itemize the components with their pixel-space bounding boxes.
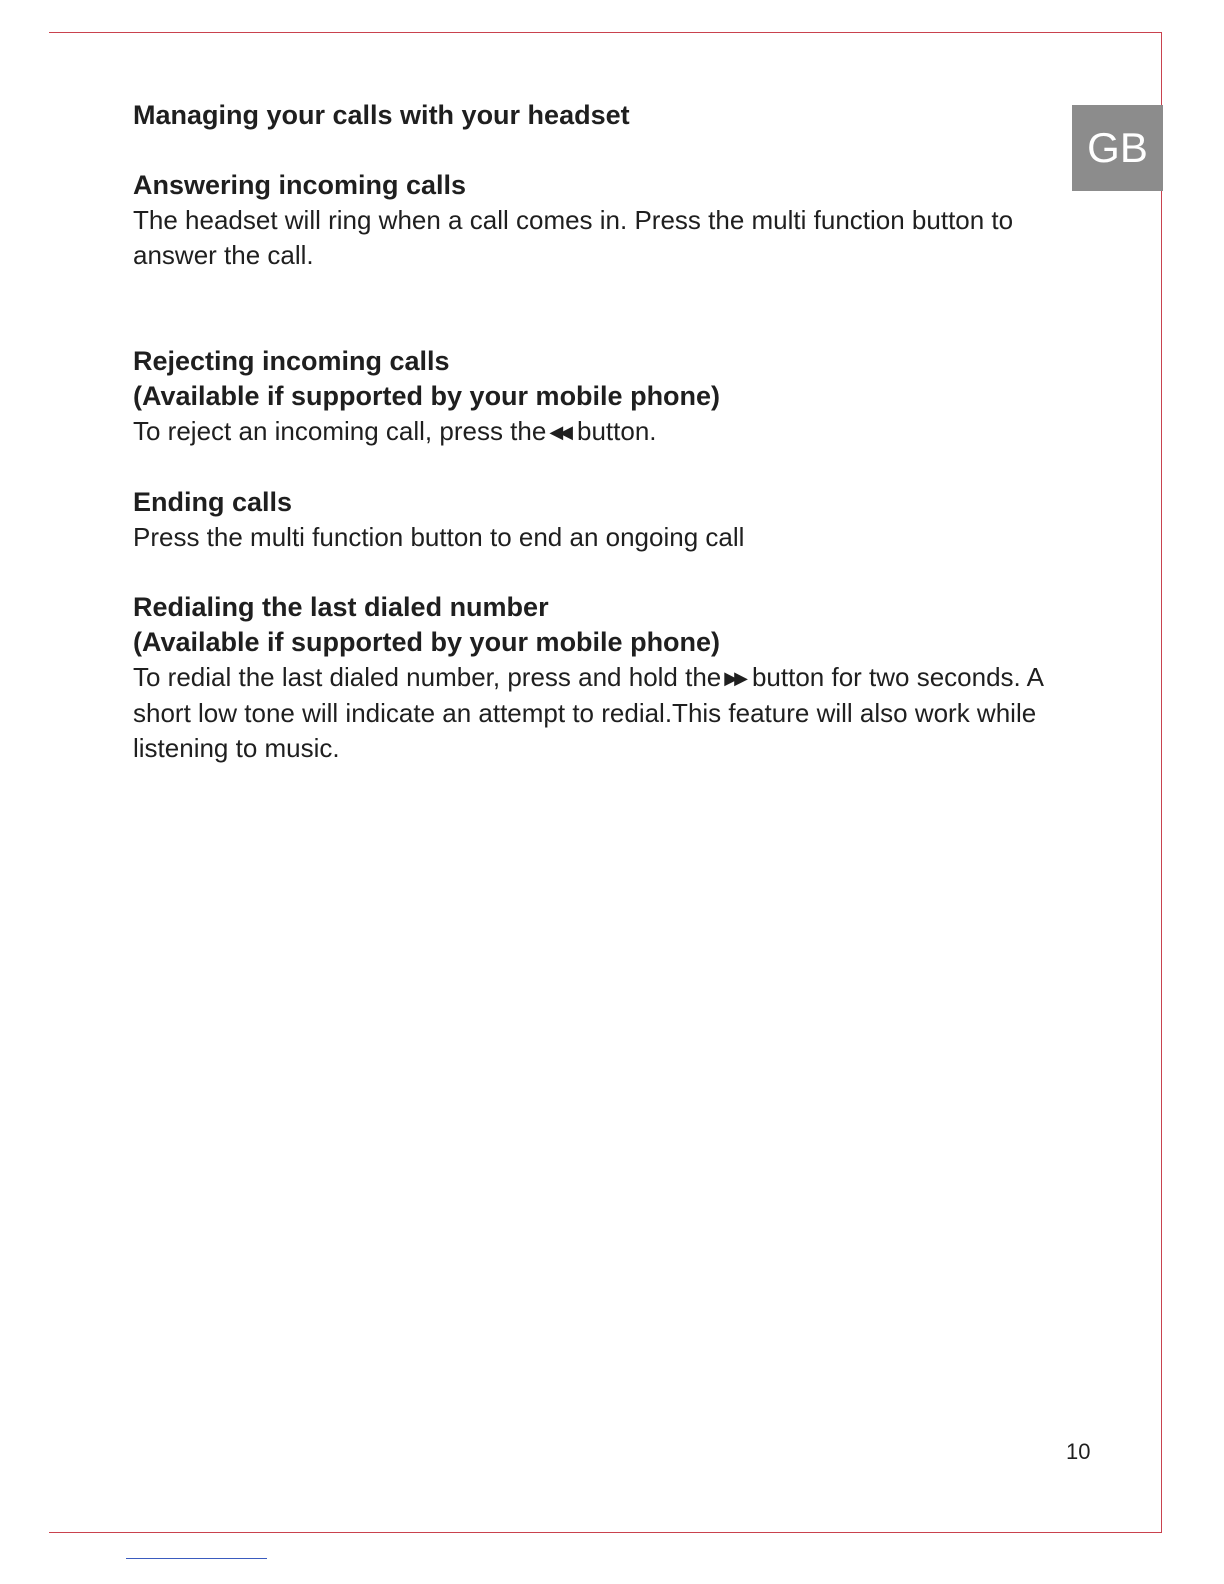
ending-heading: Ending calls (133, 487, 293, 517)
redialing-text-after: button for two seconds. A short low tone will indicate an attempt to redial.This feature will also work while listening to music. (133, 662, 1043, 763)
page-number: 10 (1066, 1439, 1091, 1464)
rewind-icon: ◀◀ (549, 422, 569, 442)
frame-right-line (1161, 32, 1162, 1533)
frame-top-line (49, 32, 1162, 33)
rejecting-text-after: button. (577, 416, 657, 446)
answering-heading: Answering incoming calls (133, 170, 467, 200)
page-title: Managing your calls with your headset (133, 100, 630, 130)
rejecting-subheading: (Available if supported by your mobile phone) (133, 381, 721, 411)
rejecting-text (133, 414, 1073, 450)
page-content (133, 98, 1073, 766)
section-ending (133, 485, 1073, 555)
redialing-subheading: (Available if supported by your mobile phone) (133, 627, 721, 657)
rejecting-heading: Rejecting incoming calls (133, 346, 450, 376)
section-redialing (133, 590, 1073, 766)
section-answering (133, 168, 1073, 273)
rejecting-text-before: To reject an incoming call, press the (133, 416, 547, 446)
ending-text: Press the multi function button to end an ongoing call (133, 522, 745, 552)
language-tab: GB (1072, 105, 1163, 191)
footer-rule (126, 1558, 267, 1559)
section-rejecting (133, 344, 1073, 450)
frame-bottom-line (49, 1532, 1162, 1533)
redialing-text-before: To redial the last dialed number, press and hold the (133, 662, 722, 692)
redialing-text (133, 660, 1073, 766)
redialing-heading: Redialing the last dialed number (133, 592, 549, 622)
fast-forward-icon: ▶▶ (724, 668, 744, 688)
answering-text: The headset will ring when a call comes in. Press the multi function button to answer the call. (133, 205, 1014, 270)
